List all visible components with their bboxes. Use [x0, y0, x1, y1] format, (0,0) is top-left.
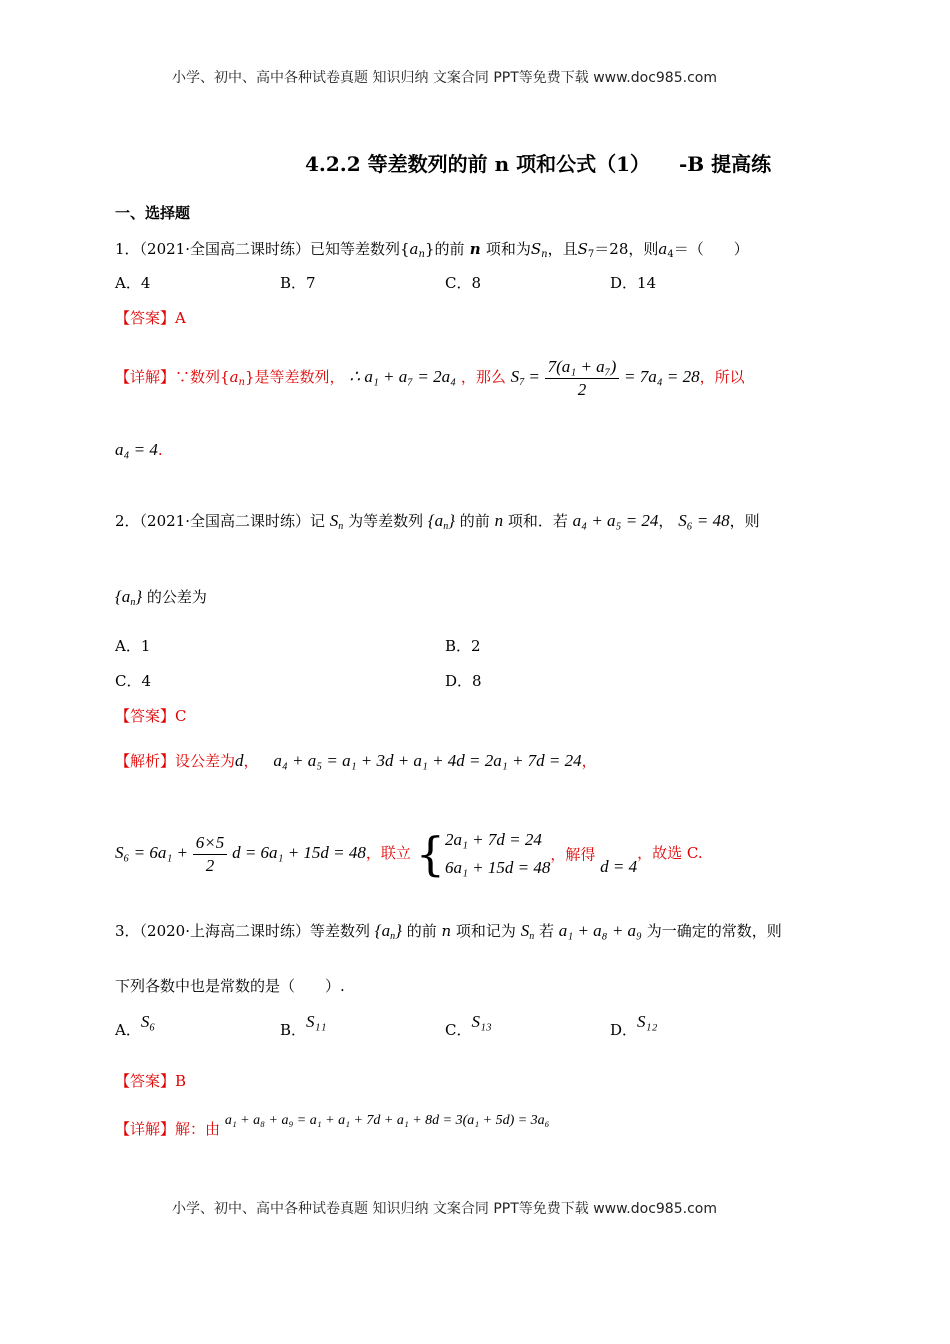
q2-answer-value: C — [175, 707, 187, 725]
q2-system-eq2: 6a₁ + 15d = 48 — [444, 858, 551, 877]
q2-eq1: a₄ + a₅ = 24 — [572, 511, 659, 530]
q3-option-c-label: C． — [445, 1021, 472, 1039]
q1-option-c: C．8 — [445, 274, 482, 292]
q3-detail-a: 解：由 — [175, 1120, 221, 1138]
q2-line2-fraction — [193, 832, 227, 877]
q3-source: （2020·上海高二课时练） — [139, 922, 310, 940]
q1-detail-result-eq: a₄ = 4 — [115, 440, 158, 459]
q3-stem: 3．（2020·上海高二课时练）等差数列 $\{a_n\}$ 的前 n 项和记为 $S_n$ 若 a₁ + a₈ + a₉ 为一确定的常数，则 — [115, 921, 782, 942]
q1-stem-a: 已知等差数列{ — [310, 240, 410, 258]
q2-stem-a: 记 — [310, 512, 326, 530]
q1-detail-label: 【详解】 — [115, 368, 176, 386]
q1-detail-end: . — [157, 441, 163, 459]
q1-detail-a: ∵数列{ — [175, 368, 230, 386]
q2-line2-eq-b: d = 6a₁ + 15d = 48 — [232, 843, 366, 862]
q3-option-c — [445, 1012, 492, 1040]
q3-eq: a₁ + a₈ + a₉ — [558, 921, 642, 940]
q3-option-b — [280, 1012, 326, 1040]
q3-answer-label: 【答案】 — [115, 1072, 176, 1090]
q1-stem: 1．（2021·全国高二课时练）已知等差数列$\{a_n\}$的前 n 项和为$S_n$，且$S_7=28$，则$a_4=$（ ） — [115, 240, 749, 260]
q3-answer — [115, 1070, 186, 1091]
section-heading: 一、选择题 — [115, 204, 191, 222]
q3-number: 3． — [115, 922, 140, 940]
q3-answer-value: B — [175, 1072, 187, 1090]
q2-analysis-a: 设公差为 — [175, 752, 236, 770]
q2-source: （2021·全国高二课时练） — [139, 512, 310, 530]
q2-option-c: C．4 — [115, 672, 152, 690]
q2-analysis-label: 【解析】 — [115, 752, 176, 770]
q1-option-a: A．4 — [115, 274, 151, 292]
q2-analysis-line2: S₆ = 6a₁ + $\frac{6\times 5}{2}$ d = 6a₁ + 15d = 48，联立 { 2a₁ + 7d = 24 6a₁ + 15d = 48 ，解得 d = 4，故选 C. — [115, 827, 703, 881]
q1-fraction-num: 7(a₁ + a₇) — [545, 356, 620, 379]
q2-number: 2． — [115, 512, 140, 530]
q3-option-d — [610, 1012, 657, 1040]
q1-answer-value: A — [175, 309, 186, 327]
q2-option-a: A．1 — [115, 637, 151, 655]
q2-stem-d: 项和．若 — [507, 512, 568, 530]
q2-answer — [115, 705, 187, 726]
q1-stem-c: 项和为 — [485, 240, 531, 258]
title-main: 4.2.2 等差数列的前 n 项和公式（1） — [305, 152, 651, 176]
q2-fraction-num: 6×5 — [193, 832, 227, 855]
q3-stem-line2: 下列各数中也是常数的是（ ）. — [115, 977, 345, 995]
q3-option-b-value: S₁₁ — [306, 1012, 327, 1031]
q2-stem-e: ，则 — [729, 512, 760, 530]
q2-stem-b: 为等差数列 — [348, 512, 424, 530]
q1-detail-d: ，所以 — [699, 368, 745, 386]
q2-solve: 解得 — [565, 845, 596, 864]
q3-detail-eq: a₁ + a₈ + a₉ = a₁ + a₁ + 7d + a₁ + 8d = 3(a₁ + 5d) = 3a₆ — [224, 1113, 550, 1128]
q3-stem-c: 项和记为 — [455, 922, 516, 940]
page-footer: 小学、初中、高中各种试卷真题 知识归纳 文案合同 PPT等免费下载 www.doc985.com — [172, 1201, 717, 1217]
q1-detail: 【详解】∵数列$\{a_n\}$是等差数列， ∴ a₁ + a₇ = 2a₄ ，那么 $S_7$ = $\frac{\text{7(a₁ + a₇)}}{2}$ = 7a₄ = 28，所以 — [115, 356, 745, 399]
title-suffix: -B 提高练 — [679, 152, 772, 176]
q1-answer-label: 【答案】 — [115, 309, 176, 327]
q3-stem-b: 的前 — [406, 922, 437, 940]
q1-detail-eq1: ∴ a₁ + a₇ = 2a₄ — [349, 367, 457, 386]
q1-number: 1． — [115, 240, 140, 258]
q3-detail — [115, 1110, 550, 1139]
q2-stem: 2．（2021·全国高二课时练）记 $S_n$ 为等差数列 $\{a_n\}$ 的前 n 项和．若 a₄ + a₅ = 24， S₆ = 48，则 — [115, 511, 760, 532]
q3-stem-d: 若 — [539, 922, 555, 940]
q2-result: d = 4 — [600, 857, 638, 876]
q1-detail-result — [115, 440, 163, 460]
q3-option-d-label: D． — [610, 1021, 638, 1039]
q2-answer-label: 【答案】 — [115, 707, 176, 725]
q1-option-d: D．14 — [610, 274, 657, 292]
q1-fraction-den: 2 — [577, 379, 587, 399]
q3-option-a — [115, 1012, 155, 1040]
q1-detail-b: }是等差数列， — [244, 368, 345, 386]
q1-stem-f: ＝（ ） — [673, 240, 749, 258]
q3-option-a-label: A． — [115, 1021, 141, 1039]
q1-detail-eq2-rest: = 7a₄ = 28 — [624, 367, 700, 386]
q1-option-b: B．7 — [280, 274, 316, 292]
q3-option-b-label: B． — [280, 1021, 307, 1039]
q2-system-eq1: 2a₁ + 7d = 24 — [444, 830, 542, 849]
page-header: 小学、初中、高中各种试卷真题 知识归纳 文案合同 PPT等免费下载 www.doc985.com — [172, 70, 717, 86]
q3-stem-e: 为一确定的常数，则 — [646, 922, 782, 940]
q1-stem-b: }的前 — [424, 240, 465, 258]
q2-stem-c: 的前 — [459, 512, 490, 530]
q3-stem-a: 等差数列 — [310, 922, 371, 940]
q2-option-d: D．8 — [445, 672, 482, 690]
q2-analysis: 【解析】设公差为d， a₄ + a₅ = a₁ + 3d + a₁ + 4d = 2a₁ + 7d = 24， — [115, 751, 597, 770]
q1-detail-c: ，那么 — [460, 368, 506, 386]
q1-detail-fraction — [545, 356, 620, 401]
q3-option-c-value: S₁₃ — [471, 1012, 492, 1031]
q3-option-a-value: S₆ — [140, 1012, 156, 1031]
q2-option-b: B．2 — [445, 637, 481, 655]
q2-line2-joint: ，联立 — [365, 844, 411, 862]
q1-stem-e: ＝28，则 — [594, 240, 659, 258]
q2-conclusion: ，故选 C. — [637, 844, 703, 862]
q3-option-d-value: S₁₂ — [637, 1012, 658, 1031]
q2-system — [445, 826, 550, 882]
q1-stem-d: ，且 — [547, 240, 578, 258]
q2-stem-f: 的公差为 — [146, 588, 207, 606]
q3-detail-label: 【详解】 — [115, 1120, 176, 1138]
q2-stem-line2: $\{a_n\}$ 的公差为 — [115, 587, 207, 608]
q1-answer — [115, 307, 186, 328]
q1-source: （2021·全国高二课时练） — [139, 240, 310, 258]
q2-fraction-den: 2 — [205, 855, 215, 875]
q2-eq2: S₆ = 48 — [678, 511, 730, 530]
q2-analysis-eq: a₄ + a₅ = a₁ + 3d + a₁ + 4d = 2a₁ + 7d = 24 — [273, 751, 582, 770]
q2-line2-eq-a: S₆ = 6a₁ + — [115, 843, 189, 862]
page-title — [305, 148, 771, 177]
